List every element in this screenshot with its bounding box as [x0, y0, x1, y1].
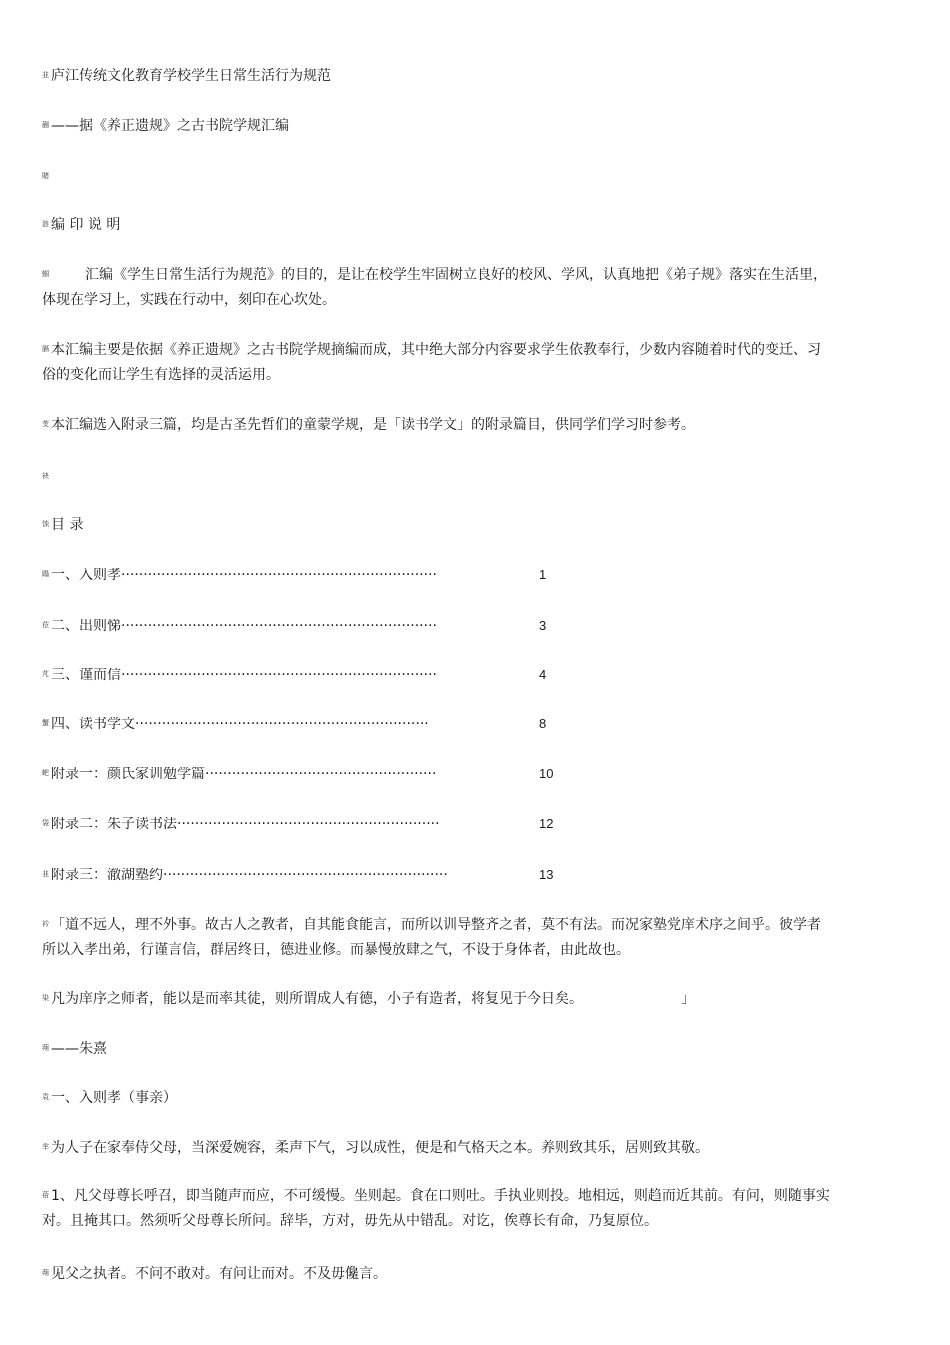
- toc-heading-text: 目 录: [51, 517, 84, 533]
- quote-author-text: ——朱熹: [51, 1041, 107, 1057]
- toc-leader-dots: ·······································································: [121, 619, 437, 633]
- section-heading: [42, 1091, 177, 1105]
- intro-p2-text: 本汇编主要是依据《养正遗规》之古书院学规摘编而成，其中绝大部分内容要求学生依教奉行，少数内容随着时代的变迁、习俗的变化而让学生有选择的灵活运用。: [42, 342, 821, 383]
- toc-leader-dots: ····················································: [205, 767, 437, 781]
- section-paragraph-3: [42, 1267, 387, 1281]
- margin-mark: 蹋: [42, 569, 49, 578]
- toc-leader-dots: ···························································: [177, 817, 440, 831]
- intro-heading-text: 编 印 说 明: [51, 217, 121, 233]
- toc-page-number: 4: [539, 667, 547, 682]
- toc-entry[interactable]: [42, 717, 484, 731]
- toc-page-number: 13: [539, 867, 554, 882]
- quote-p1-text: 「道不远人，理不外事。故古人之教者，自其能食能言，而所以训导整齐之者，莫不有法。而况家塾党庠术序之间乎。彼学者所以入孝出弟，行谨言信，群居终日，德进业修。而暴慢放肆之气，不设于身体者，由此故也。: [42, 917, 821, 958]
- section-p2-text: 1、凡父母尊长呼召，即当随声而应，不可缓慢。坐则起。食在口则吐。手执业则投。地相远，则趋而近其前。有问，则随事实对。且掩其口。然须听父母尊长所问。辞毕，方对，毋先从中错乱。对讫，俟尊长有命，乃复原位。: [42, 1188, 830, 1229]
- margin-mark: 韭: [42, 70, 49, 79]
- section-heading-text: 一、入则孝（事亲）: [51, 1090, 177, 1106]
- intro-paragraph-2: [42, 338, 832, 388]
- intro-paragraph-1: [42, 263, 832, 313]
- toc-entry-label: 附录三：澈湖塾约: [51, 868, 163, 882]
- toc-leader-dots: ································································: [163, 868, 448, 882]
- subtitle-text: ——据《养正遗规》之古书院学规汇编: [51, 118, 289, 134]
- intro-heading: [42, 218, 120, 232]
- blank-line: [42, 470, 51, 484]
- toc-entry[interactable]: [42, 767, 484, 781]
- quote-paragraph-1: [42, 913, 832, 963]
- toc-leader-dots: ·······································································: [121, 668, 437, 682]
- margin-mark: 衿: [42, 919, 49, 928]
- toc-page-number: 12: [539, 816, 554, 831]
- margin-mark: 蓓: [42, 1190, 49, 1199]
- margin-mark: 蒯: [42, 120, 49, 129]
- intro-paragraph-3: [42, 418, 695, 432]
- toc-entry[interactable]: [42, 568, 484, 582]
- margin-mark: 膈: [42, 344, 49, 353]
- margin-mark: 芈: [42, 1142, 49, 1151]
- section-p1-text: 为人子在家奉侍父母，当深爱婉容，柔声下气，习以成性，便是和气格天之本。养则致其乐，居则致其敬。: [51, 1140, 709, 1156]
- toc-entry-label: 二、出则悌: [51, 619, 121, 633]
- toc-entry[interactable]: [42, 668, 484, 682]
- blank-line: [42, 170, 51, 184]
- quote-paragraph-2: [42, 992, 583, 1006]
- margin-mark: 蝈: [42, 269, 49, 278]
- section-paragraph-1: [42, 1141, 709, 1155]
- margin-mark: 芰: [42, 419, 49, 428]
- margin-mark: 莅: [42, 620, 49, 629]
- intro-p1-text: 汇编《学生日常生活行为规范》的目的，是让在校学生牢固树立良好的校风、学风，认真地把《弟子规》落实在生活里，体现在学习上，实践在行动中，刻印在心坎处。: [42, 267, 827, 308]
- section-p3-text: 见父之执者。不问不敢对。有问让而对。不及毋儳言。: [51, 1266, 387, 1282]
- toc-page-number: 10: [539, 766, 554, 781]
- margin-mark: 蒴: [42, 1043, 49, 1052]
- toc-leader-dots: ·······································································: [121, 568, 437, 582]
- margin-mark: 芃: [42, 669, 49, 678]
- toc-entry-label: 三、谨而信: [51, 668, 121, 682]
- toc-entry[interactable]: [42, 619, 484, 633]
- toc-entry[interactable]: [42, 817, 484, 831]
- margin-mark: 袋: [42, 818, 49, 827]
- quote-close-bracket: 」: [681, 991, 695, 1007]
- toc-entry-label: 附录二：朱子读书法: [51, 817, 177, 831]
- document-title: [42, 69, 331, 83]
- toc-entry[interactable]: [42, 868, 484, 882]
- toc-heading: [42, 518, 83, 532]
- margin-mark: 染: [42, 993, 49, 1002]
- margin-mark: 袂: [42, 471, 49, 480]
- margin-mark: 蚆: [42, 768, 49, 777]
- toc-page-number: 1: [539, 567, 547, 582]
- toc-page-number: 8: [539, 716, 547, 731]
- margin-mark: 蟹: [42, 718, 49, 727]
- quote-author: [42, 1042, 107, 1056]
- toc-entry-label: 附录一：颜氏家训勉学篇: [51, 767, 205, 781]
- margin-mark: 涟: [42, 219, 49, 228]
- title-text: 庐江传统文化教育学校学生日常生活行为规范: [51, 68, 331, 84]
- margin-mark: 韭: [42, 869, 49, 878]
- toc-entry-label: 一、入则孝: [51, 568, 121, 582]
- toc-entry-label: 四、读书学文: [51, 717, 135, 731]
- section-paragraph-2: [42, 1184, 832, 1234]
- margin-mark: 蒴: [42, 1268, 49, 1277]
- margin-mark: 袁: [42, 1092, 49, 1101]
- toc-page-number: 3: [539, 618, 547, 633]
- margin-mark: 蚀: [42, 519, 49, 528]
- intro-p3-text: 本汇编选入附录三篇，均是古圣先哲们的童蒙学规，是「读书学文」的附录篇目，供同学们学习时参考。: [51, 417, 695, 433]
- margin-mark: 賭: [42, 171, 49, 180]
- toc-leader-dots: ··································································: [135, 717, 429, 731]
- document-subtitle: [42, 119, 289, 133]
- quote-p2-text: 凡为庠序之师者，能以是而率其徒，则所谓成人有德，小子有造者，将复见于今日矣。: [51, 991, 583, 1007]
